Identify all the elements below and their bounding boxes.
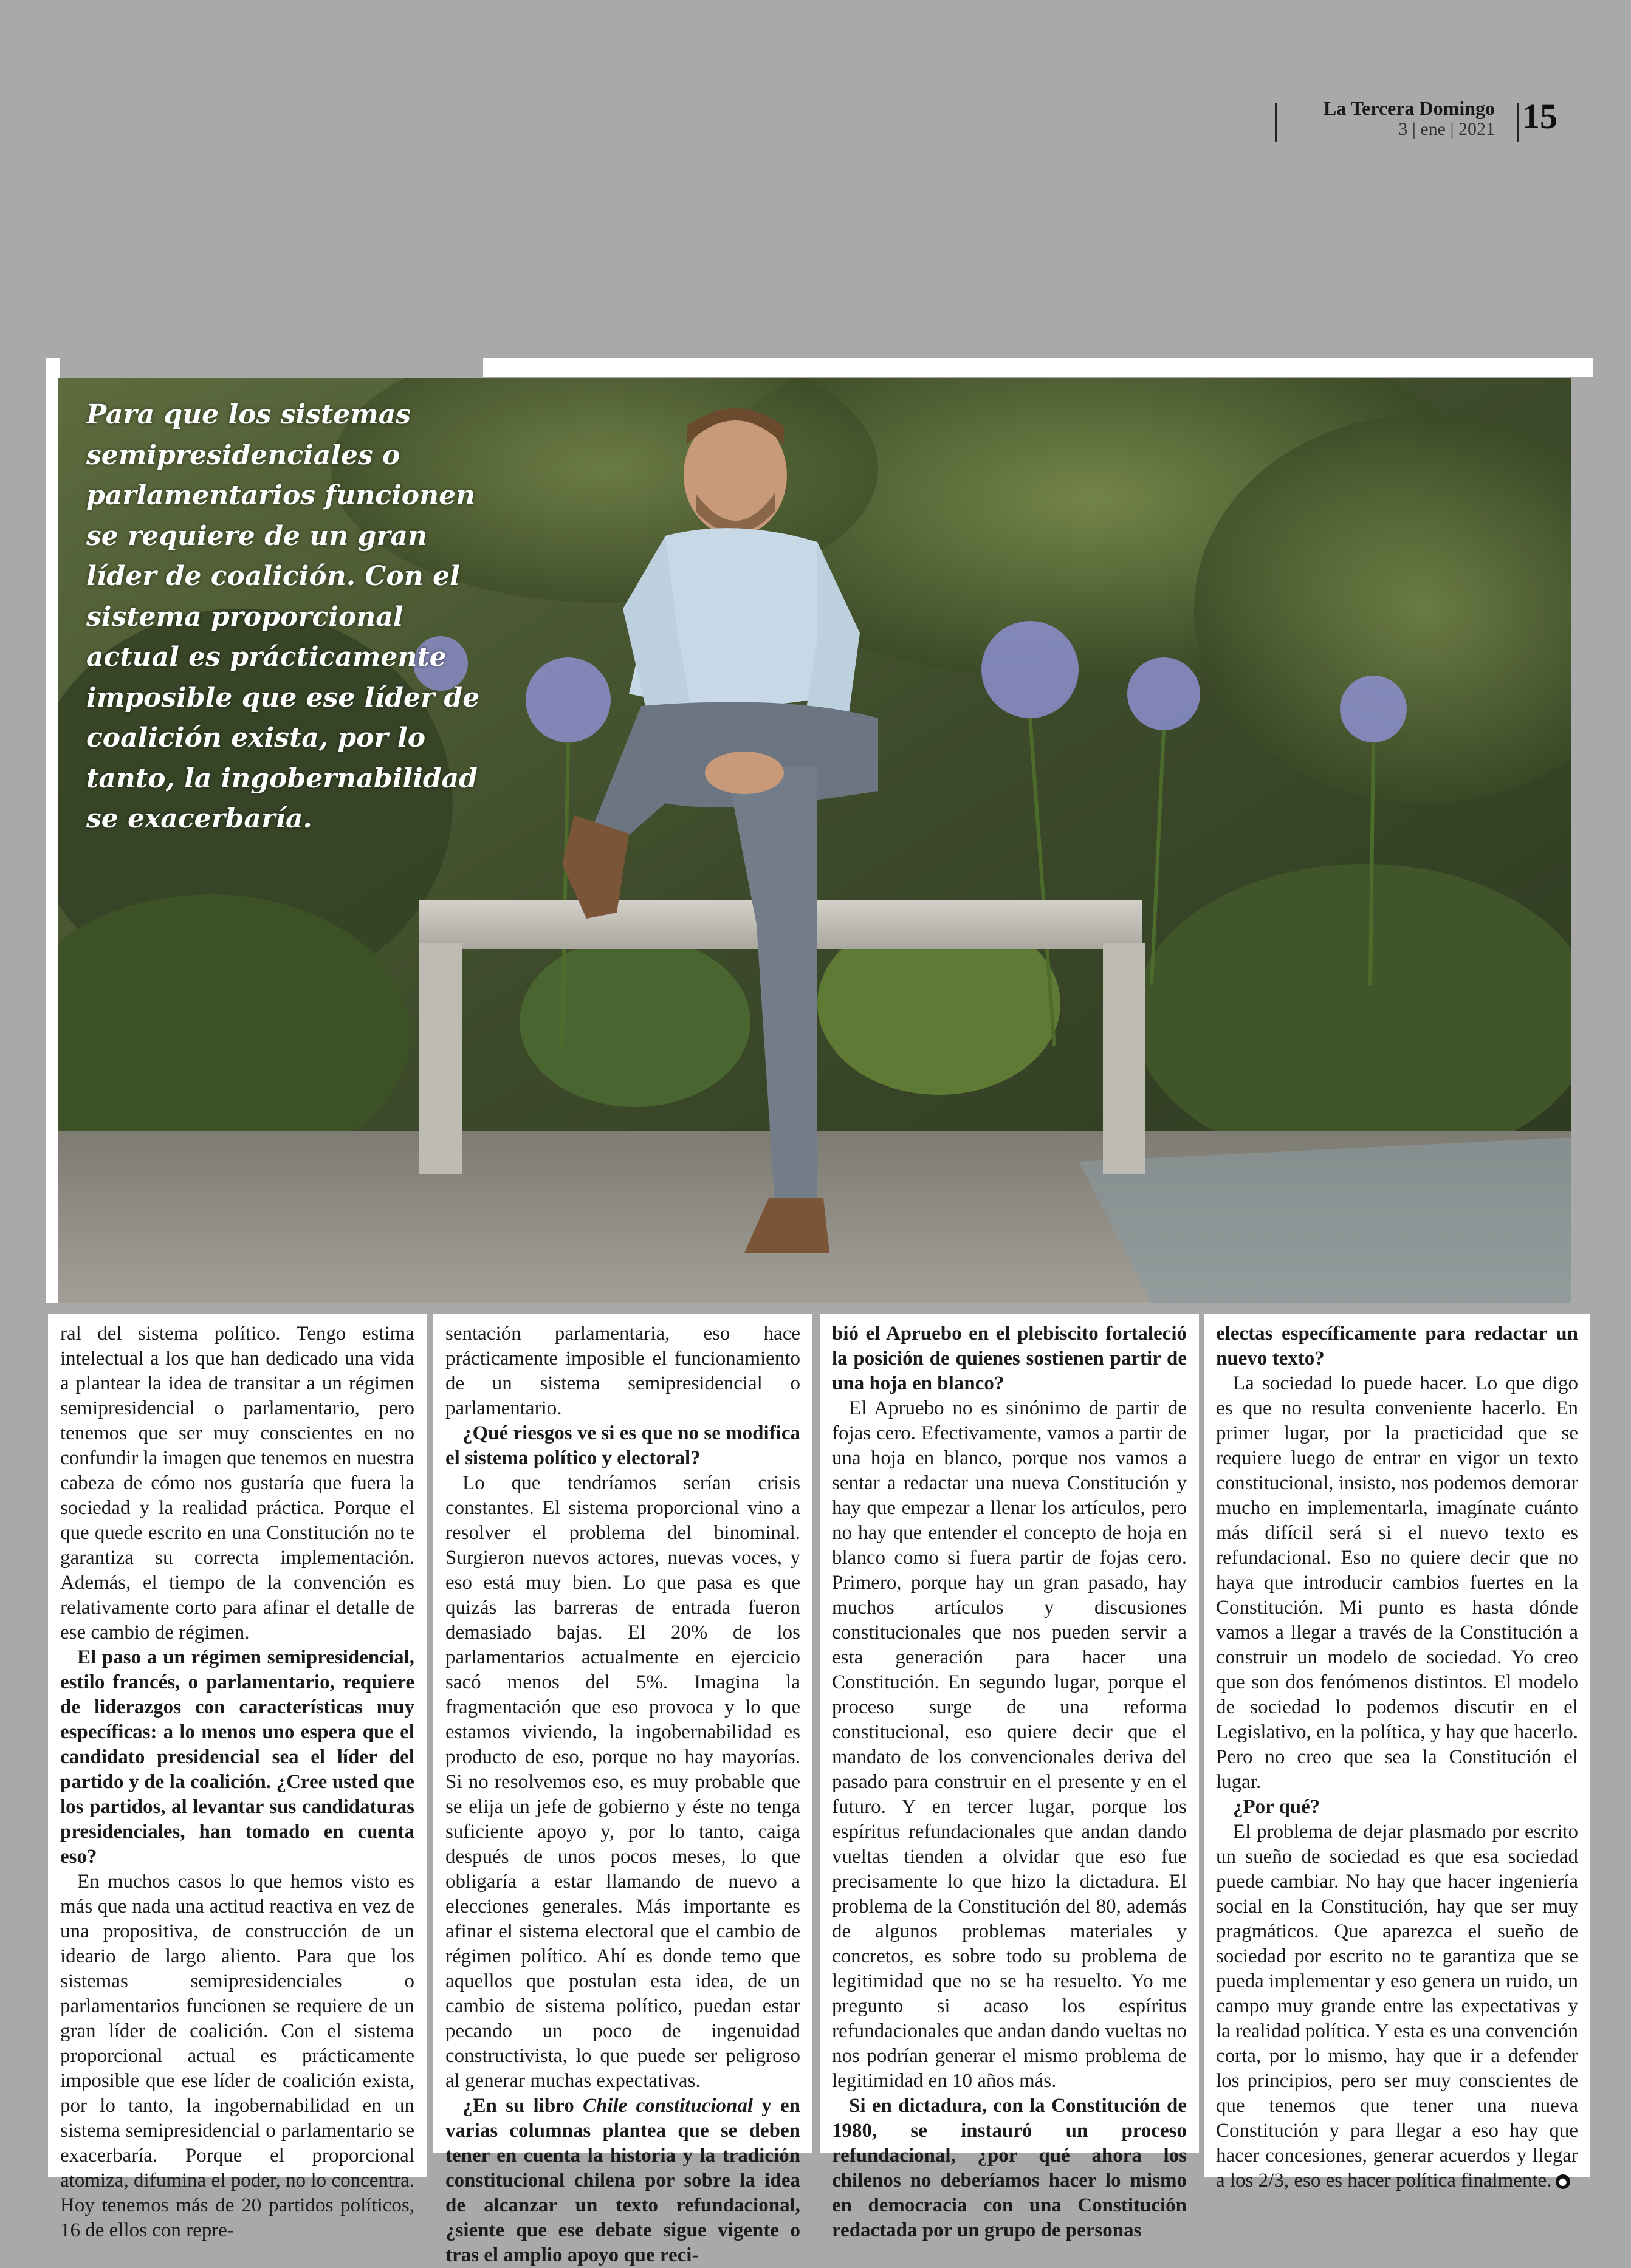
paragraph: Lo que tendríamos serían crisis constantes. El sistema proporcional vino a resolver el problema del binominal. Surgieron nuevos actores, nuevas voces, y eso está muy bien. Lo que pasa es que quizás las barreras de entrada fueron demasiado bajas. El 20% de los parlamentarios actualmente en ejercicio sacó menos del 5%. Imagina la fragmentación que eso provoca y lo que estamos viviendo, la ingobernabilidad es producto de eso, porque no hay mayorías. Si no resolvemos eso, es muy probable que se elija un jefe de gobierno y éste no tenga suficiente apoyo y, por lo tanto, caiga después de unos pocos meses, lo que obligaría a estar llamando de nuevo a elecciones generales. Más importante es afinar el sistema electoral que el cambio de régimen político. Ahí es donde temo que aquellos que postulan esta idea, de un cambio de sistema político, puedan estar pecando un poco de ingenuidad constructivista, lo que puede ser peligroso al generar muchas expectativas.	[445, 1472, 800, 2092]
question-text: y en varias columnas plantea que se deben tener en cuenta la historia y la tradición constitucional chilena por sobre la idea de alcanzar un texto refundacional, ¿siente que ese debate sigue vigente o tras el amplio apoyo que reci-	[445, 2095, 800, 2266]
interview-question: ¿Qué riesgos ve si es que no se modifica el sistema político y electoral?	[445, 1422, 800, 1469]
pull-quote: Para que los sistemas semipresidenciales o parlamentarios funcionen se requiere de un gran líder de coalición. Con el sistema proporcional actual es prácticamente imposible que ese líder de coalición exista, por lo tanto, la ingobernabilidad se exacerbaría.	[86, 399, 480, 834]
paragraph: sentación parlamentaria, eso hace prácticamente imposible el funcionamiento de un sistema semipresidencial o parlamentario.	[445, 1323, 800, 1419]
paragraph: En muchos casos lo que hemos visto es más que nada una actitud reactiva en vez de una propositiva, de construcción de un ideario de largo aliento. Para que los sistemas semipresidenciales o parlamentarios funcionen se requiere de un gran líder de coalición. Con el sistema proporcional actual es prácticamente imposible que ese líder de coalición exista, por lo tanto, la ingobernabilidad en un sistema semipresidencial o parlamentario se exacerbaría. Porque el proporcional atomiza, difumina el poder, no lo concentra. Hoy tenemos más de 20 partidos políticos, 16 de ellos con repre-	[60, 1871, 414, 2241]
interview-question: El paso a un régimen semipresidencial, estilo francés, o parlamentario, requiere de liderazgos con características muy específicas: a lo menos uno espera que el candidato presidencial sea el líder del partido y de la coalición. ¿Cree usted que los partidos, al levantar sus candidaturas presidenciales, han tomado en cuenta eso?	[60, 1646, 414, 1868]
question-text: ¿En su libro	[462, 2095, 583, 2117]
article-column-1	[48, 1314, 427, 2241]
article-column-3	[820, 1314, 1199, 2241]
interview-question: Si en dictadura, con la Constitución de 1980, se instauró un proceso refundacional, ¿por qué ahora los chilenos no deberíamos hacer lo mismo en democracia con una Constitución redactada por un grupo de personas	[832, 2095, 1187, 2241]
final-paragraph-text: El problema de dejar plasmado por escrito un sueño de sociedad es que esa sociedad puede cambiar. No hay que hacer ingeniería social en la Constitución, hay que ser muy pragmáticos. Que aparezca el sueño de sociedad por escrito no te garantiza que se pueda implementar y eso genera un ruido, un campo muy grande entre las expectativas y la realidad política. Y esta es una convención corta, por lo mismo, hay que ir a defender los principios, pero ser muy conscientes de que tenemos que tener una nueva Constitución y para llegar a eso hay que hacer concesiones, generar acuerdos y llegar a los 2/3, eso es hacer política finalmente.	[1216, 1821, 1578, 2191]
paragraph	[1216, 1820, 1578, 2193]
interview-question: bió el Apruebo en el plebiscito fortaleció la posición de quienes sostienen partir de una hoja en blanco?	[832, 1323, 1187, 1394]
issue-date: 3 | ene | 2021	[1398, 119, 1495, 139]
interview-question: ¿Por qué?	[1233, 1796, 1320, 1818]
photo-frame-top	[483, 358, 1593, 377]
paragraph: La sociedad lo puede hacer. Lo que digo es que no resulta conveniente hacerlo. En primer lugar, por la practicidad que se requiere luego de entrar en vigor un texto constitucional, insisto, nos podemos demorar mucho en implementarla, imagínate cuánto más difícil será si el nuevo texto es refundacional. Eso no quiere decir que no haya que introducir cambios fuertes en la Constitución. Mi punto es hasta dónde vamos a llegar a través de la Constitución a construir un modelo de sociedad. Yo creo que son dos fenómenos distintos. El modelo de sociedad lo podemos discutir en el Legislativo, en la política, y hay que hacerlo. Pero no creo que sea la Constitución el lugar.	[1216, 1372, 1578, 1793]
book-title: Chile constitucional	[582, 2095, 754, 2117]
interview-question	[445, 2094, 800, 2268]
article-column-2	[433, 1314, 812, 2266]
paragraph: ral del sistema político. Tengo estima intelectual a los que han dedicado una vida a plantear la idea de transitar a un régimen semipresidencial o parlamentario, pero tenemos que ser muy conscientes en no confundir la imagen que tenemos en nuestra cabeza de cómo nos gustaría que fuera la sociedad y la realidad práctica. Porque el que quede escrito en una Constitución no te garantiza su correcta implementación. Además, el tiempo de la convención es relativamente corto para afinar el detalle de ese cambio de régimen.	[60, 1323, 414, 1643]
interview-question: electas específicamente para redactar un nuevo texto?	[1216, 1323, 1578, 1369]
publication-name: La Tercera Domingo	[1323, 97, 1495, 119]
article-column-4	[1204, 1314, 1590, 2191]
header-rule-right	[1517, 103, 1519, 142]
paragraph: El Apruebo no es sinónimo de partir de fojas cero. Efectivamente, vamos a partir de una hoja en blanco, porque nos vamos a sentar a redactar una nueva Constitución y hay que empezar a llenar los artículos, pero no hay que entender el concepto de hoja en blanco como si fuera partir de fojas cero. Primero, porque hay un gran pasado, hay muchos artículos y discusiones constitucionales que nos pueden servir a esta generación para hacer una Constitución. En segundo lugar, porque el proceso surge de una reforma constitucional, eso quiere decir que el mandato de los convencionales deriva del pasado para construir en el presente y en el futuro. Y en tercer lugar, porque los espíritus refundacionales que andan dando vueltas tienden a olvidar que eso fue precisamente lo que hizo la dictadura. El problema de la Constitución del 80, además de algunos problemas materiales y concretos, es sobre todo su problema de legitimidad que no se ha resuelto. Yo me pregunto si acaso los espíritus refundacionales que andan dando vueltas no nos podrían generar el mismo problema de legitimidad en 10 años más.	[832, 1397, 1187, 2092]
end-of-article-icon: ●	[1556, 2174, 1570, 2189]
page-number: 15	[1522, 97, 1557, 136]
